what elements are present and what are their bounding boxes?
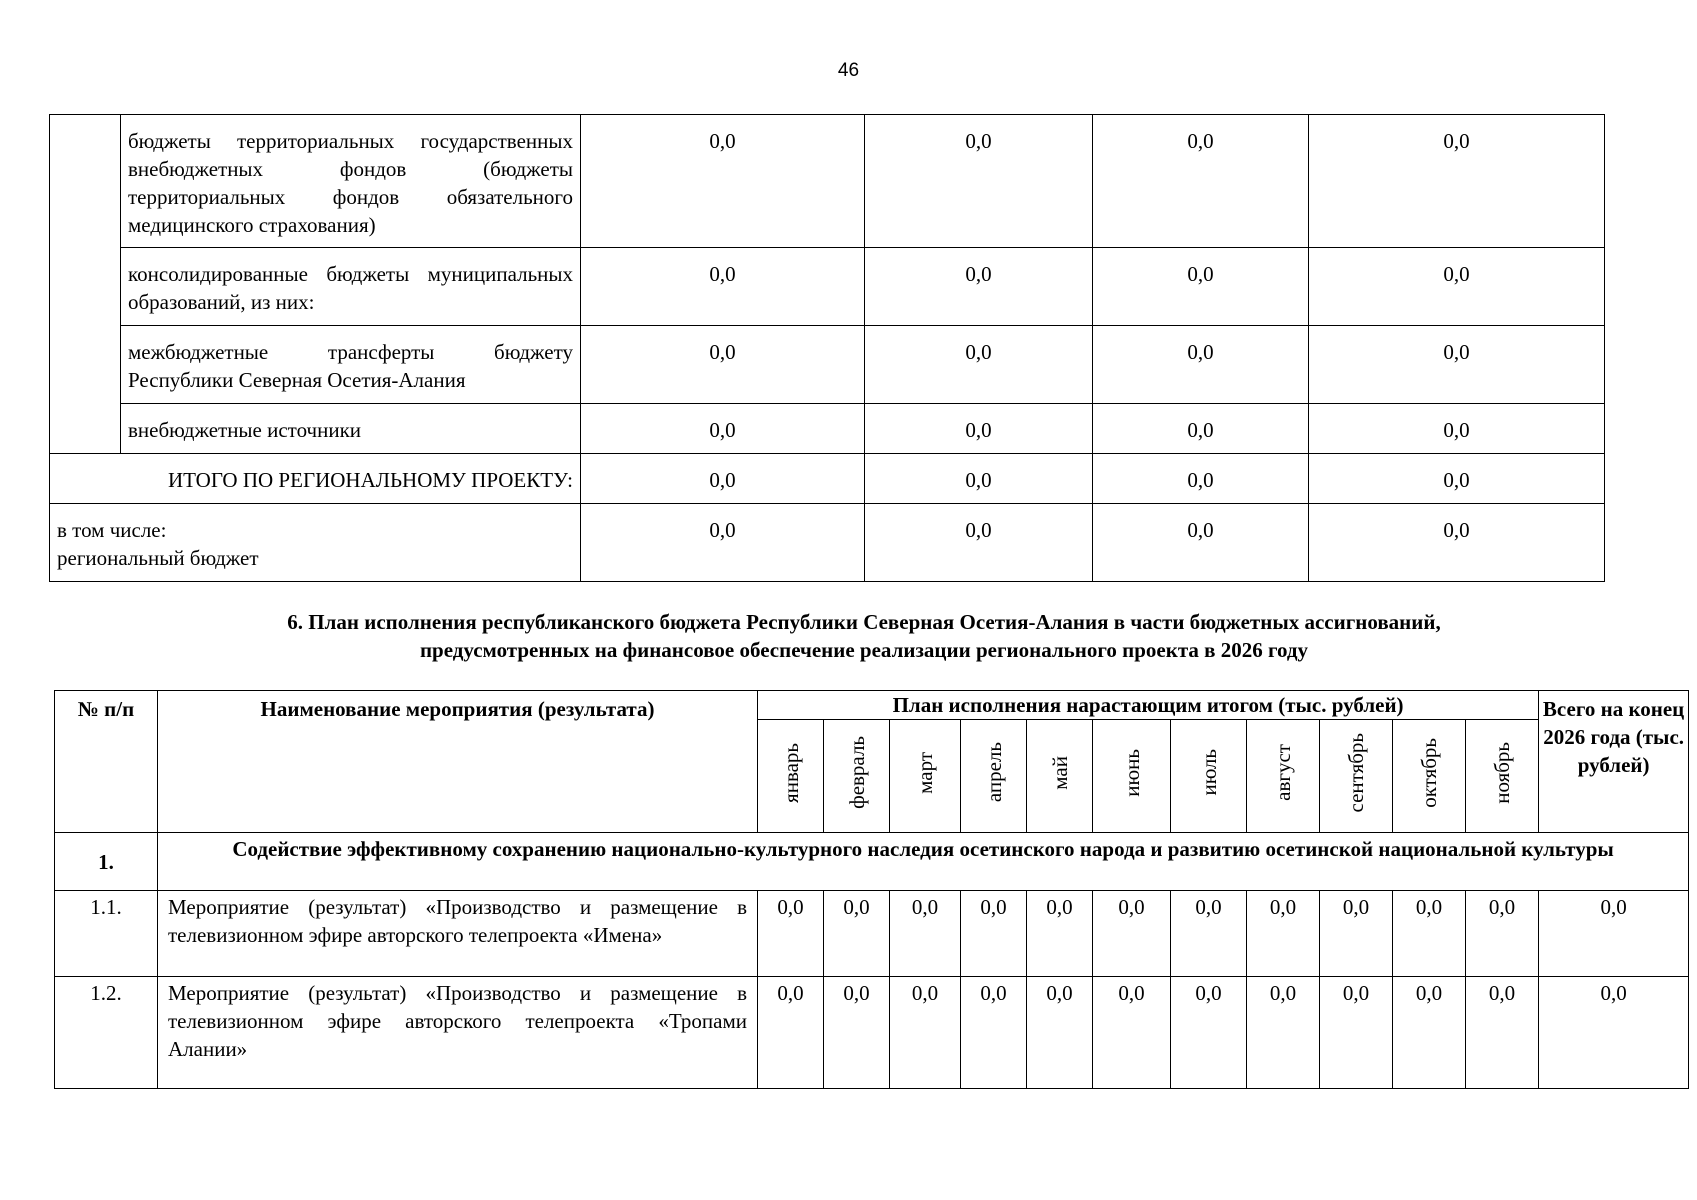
value-cell: 0,0 xyxy=(1093,891,1171,977)
value-cell: 0,0 xyxy=(758,891,824,977)
value-cell: 0,0 xyxy=(865,504,1093,582)
value-cell: 0,0 xyxy=(581,326,865,404)
month-header: февраль xyxy=(824,720,890,833)
total-cell: 0,0 xyxy=(1539,891,1689,977)
value-cell: 0,0 xyxy=(890,977,961,1089)
row-name: Мероприятие (результат) «Производство и размещение в телевизионном эфире авторского телепроекта «Тропами Алании» xyxy=(158,977,758,1089)
empty-cell xyxy=(50,115,121,454)
value-cell: 0,0 xyxy=(1320,891,1393,977)
table-row xyxy=(50,404,1605,454)
heading-line: 6. План исполнения республиканского бюджета Республики Северная Осетия-Алания в части бюджетных ассигнований, xyxy=(287,610,1441,634)
value-cell: 0,0 xyxy=(824,977,890,1089)
value-cell: 0,0 xyxy=(1093,454,1309,504)
value-cell: 0,0 xyxy=(1247,891,1320,977)
month-header: октябрь xyxy=(1393,720,1466,833)
value-cell: 0,0 xyxy=(865,326,1093,404)
value-cell: 0,0 xyxy=(1093,248,1309,326)
row-number: 1.2. xyxy=(55,977,158,1089)
value-cell: 0,0 xyxy=(581,504,865,582)
value-cell: 0,0 xyxy=(1466,977,1539,1089)
month-header: май xyxy=(1027,720,1093,833)
value-cell: 0,0 xyxy=(1171,977,1247,1089)
value-cell: 0,0 xyxy=(1309,248,1605,326)
value-cell: 0,0 xyxy=(581,115,865,248)
including-row xyxy=(50,504,1605,582)
row-label: межбюджетные трансферты бюджету Республики Северная Осетия-Алания xyxy=(121,326,581,404)
value-cell: 0,0 xyxy=(824,891,890,977)
total-label: ИТОГО ПО РЕГИОНАЛЬНОМУ ПРОЕКТУ: xyxy=(50,454,581,504)
table-row xyxy=(55,977,1689,1089)
value-cell: 0,0 xyxy=(1466,891,1539,977)
section-heading xyxy=(49,608,1679,664)
month-header: март xyxy=(890,720,961,833)
month-header: август xyxy=(1247,720,1320,833)
row-label: бюджеты территориальных государственных внебюджетных фондов (бюджеты территориальных фондов обязательного медицинского страхования) xyxy=(121,115,581,248)
value-cell: 0,0 xyxy=(1309,404,1605,454)
value-cell: 0,0 xyxy=(581,248,865,326)
value-cell: 0,0 xyxy=(865,454,1093,504)
row-label: консолидированные бюджеты муниципальных образований, из них: xyxy=(121,248,581,326)
value-cell: 0,0 xyxy=(865,248,1093,326)
including-line: в том числе: xyxy=(57,518,167,542)
value-cell: 0,0 xyxy=(1393,891,1466,977)
value-cell: 0,0 xyxy=(1247,977,1320,1089)
value-cell: 0,0 xyxy=(1093,977,1171,1089)
value-cell: 0,0 xyxy=(1027,891,1093,977)
table-row xyxy=(50,326,1605,404)
value-cell: 0,0 xyxy=(1027,977,1093,1089)
value-cell: 0,0 xyxy=(581,404,865,454)
table-row xyxy=(50,115,1605,248)
value-cell: 0,0 xyxy=(890,891,961,977)
table-row xyxy=(50,248,1605,326)
name-header: Наименование мероприятия (результата) xyxy=(158,691,758,833)
total-header: Всего на конец 2026 года (тыс. рублей) xyxy=(1539,691,1689,833)
value-cell: 0,0 xyxy=(1309,504,1605,582)
header-row xyxy=(55,691,1689,720)
month-header: июль xyxy=(1171,720,1247,833)
including-label xyxy=(50,504,581,582)
value-cell: 0,0 xyxy=(1320,977,1393,1089)
value-cell: 0,0 xyxy=(1093,504,1309,582)
value-cell: 0,0 xyxy=(1093,326,1309,404)
value-cell: 0,0 xyxy=(961,977,1027,1089)
budget-plan-table xyxy=(54,690,1689,1089)
page-number: 46 xyxy=(837,60,860,81)
total-row xyxy=(50,454,1605,504)
month-header: ноябрь xyxy=(1466,720,1539,833)
section-title: Содействие эффективному сохранению национально-культурного наследия осетинского народа и развитию осетинской национальной культуры xyxy=(158,833,1689,891)
funding-sources-table xyxy=(49,114,1605,582)
month-header: январь xyxy=(758,720,824,833)
plan-header: План исполнения нарастающим итогом (тыс. рублей) xyxy=(758,691,1539,720)
value-cell: 0,0 xyxy=(1309,115,1605,248)
value-cell: 0,0 xyxy=(581,454,865,504)
value-cell: 0,0 xyxy=(865,115,1093,248)
month-header: июнь xyxy=(1093,720,1171,833)
row-number: 1.1. xyxy=(55,891,158,977)
number-header: № п/п xyxy=(55,691,158,833)
section-row xyxy=(55,833,1689,891)
row-name: Мероприятие (результат) «Производство и размещение в телевизионном эфире авторского телепроекта «Имена» xyxy=(158,891,758,977)
regional-budget-label: региональный бюджет xyxy=(57,546,259,570)
month-header: сентябрь xyxy=(1320,720,1393,833)
value-cell: 0,0 xyxy=(1093,115,1309,248)
value-cell: 0,0 xyxy=(865,404,1093,454)
heading-line: предусмотренных на финансовое обеспечение реализации регионального проекта в 2026 году xyxy=(419,638,1309,662)
value-cell: 0,0 xyxy=(1393,977,1466,1089)
row-label: внебюджетные источники xyxy=(121,404,581,454)
value-cell: 0,0 xyxy=(1309,454,1605,504)
month-header: апрель xyxy=(961,720,1027,833)
value-cell: 0,0 xyxy=(1171,891,1247,977)
table-row xyxy=(55,891,1689,977)
value-cell: 0,0 xyxy=(1093,404,1309,454)
value-cell: 0,0 xyxy=(1309,326,1605,404)
total-cell: 0,0 xyxy=(1539,977,1689,1089)
value-cell: 0,0 xyxy=(961,891,1027,977)
value-cell: 0,0 xyxy=(758,977,824,1089)
section-number: 1. xyxy=(55,833,158,891)
